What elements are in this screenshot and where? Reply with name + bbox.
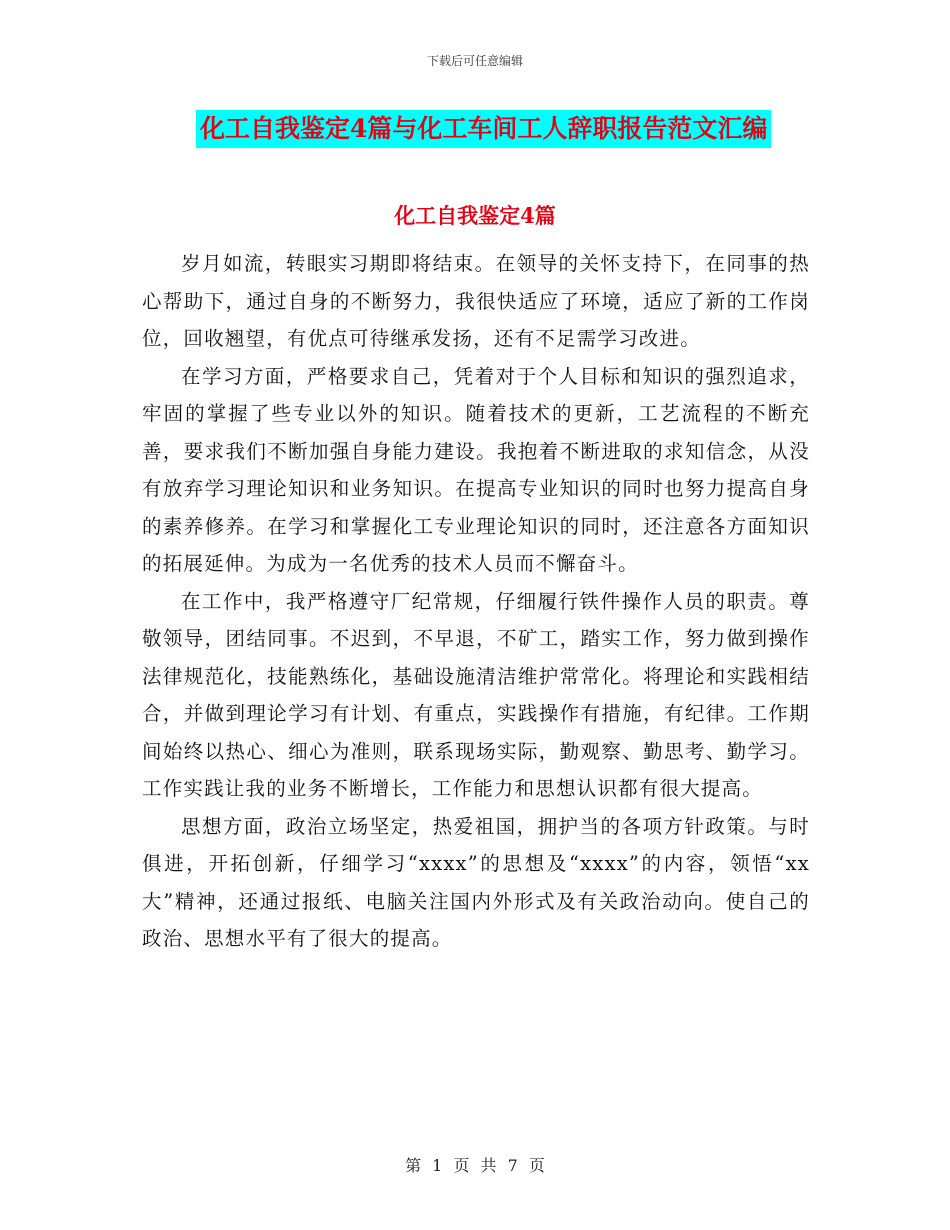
document-body	[142, 245, 810, 958]
paragraph: 岁月如流，转眼实习期即将结束。在领导的关怀支持下，在同事的热心帮助下，通过自身的不断努力，我很快适应了环境，适应了新的工作岗位，回收翘望，有优点可待继承发扬，还有不足需学习改进。	[142, 252, 810, 350]
paragraph: 思想方面，政治立场坚定，热爱祖国，拥护当的各项方针政策。与时俱进，开拓创新，仔细学习“xxxx”的思想及“xxxx”的内容，领悟“xx大”精神，还通过报纸、电脑关注国内外形式及有关政治动向。使自己的政治、思想水平有了很大的提高。	[142, 814, 810, 950]
paragraph: 在学习方面，严格要求自己，凭着对于个人目标和知识的强烈追求，牢固的掌握了些专业以外的知识。随着技术的更新，工艺流程的不断充善，要求我们不断加强自身能力建设。我抱着不断进取的求知信念，从没有放弃学习理论知识和业务知识。在提高专业知识的同时也努力提高自身的素养修养。在学习和掌握化工专业理论知识的同时，还注意各方面知识的拓展延伸。为成为一名优秀的技术人员而不懈奋斗。	[142, 364, 810, 575]
page-header-note: 下载后可任意编辑	[426, 54, 523, 68]
section-title: 化工自我鉴定4篇	[394, 203, 556, 228]
paragraph: 在工作中，我严格遵守厂纪常规，仔细履行铁件操作人员的职责。尊敬领导，团结同事。不迟到，不早退，不矿工，踏实工作，努力做到操作法律规范化，技能熟练化，基础设施清洁维护常常化。将理论和实践相结合，并做到理论学习有计划、有重点，实践操作有措施，有纪律。工作期间始终以热心、细心为准则，联系现场实际，勤观察、勤思考、勤学习。工作实践让我的业务不断增长，工作能力和思想认识都有很大提高。	[142, 589, 810, 800]
document-title: 化工自我鉴定4篇与化工车间工人辞职报告范文汇编	[196, 110, 771, 148]
page-number: 第 1 页 共 7 页	[405, 1156, 545, 1175]
